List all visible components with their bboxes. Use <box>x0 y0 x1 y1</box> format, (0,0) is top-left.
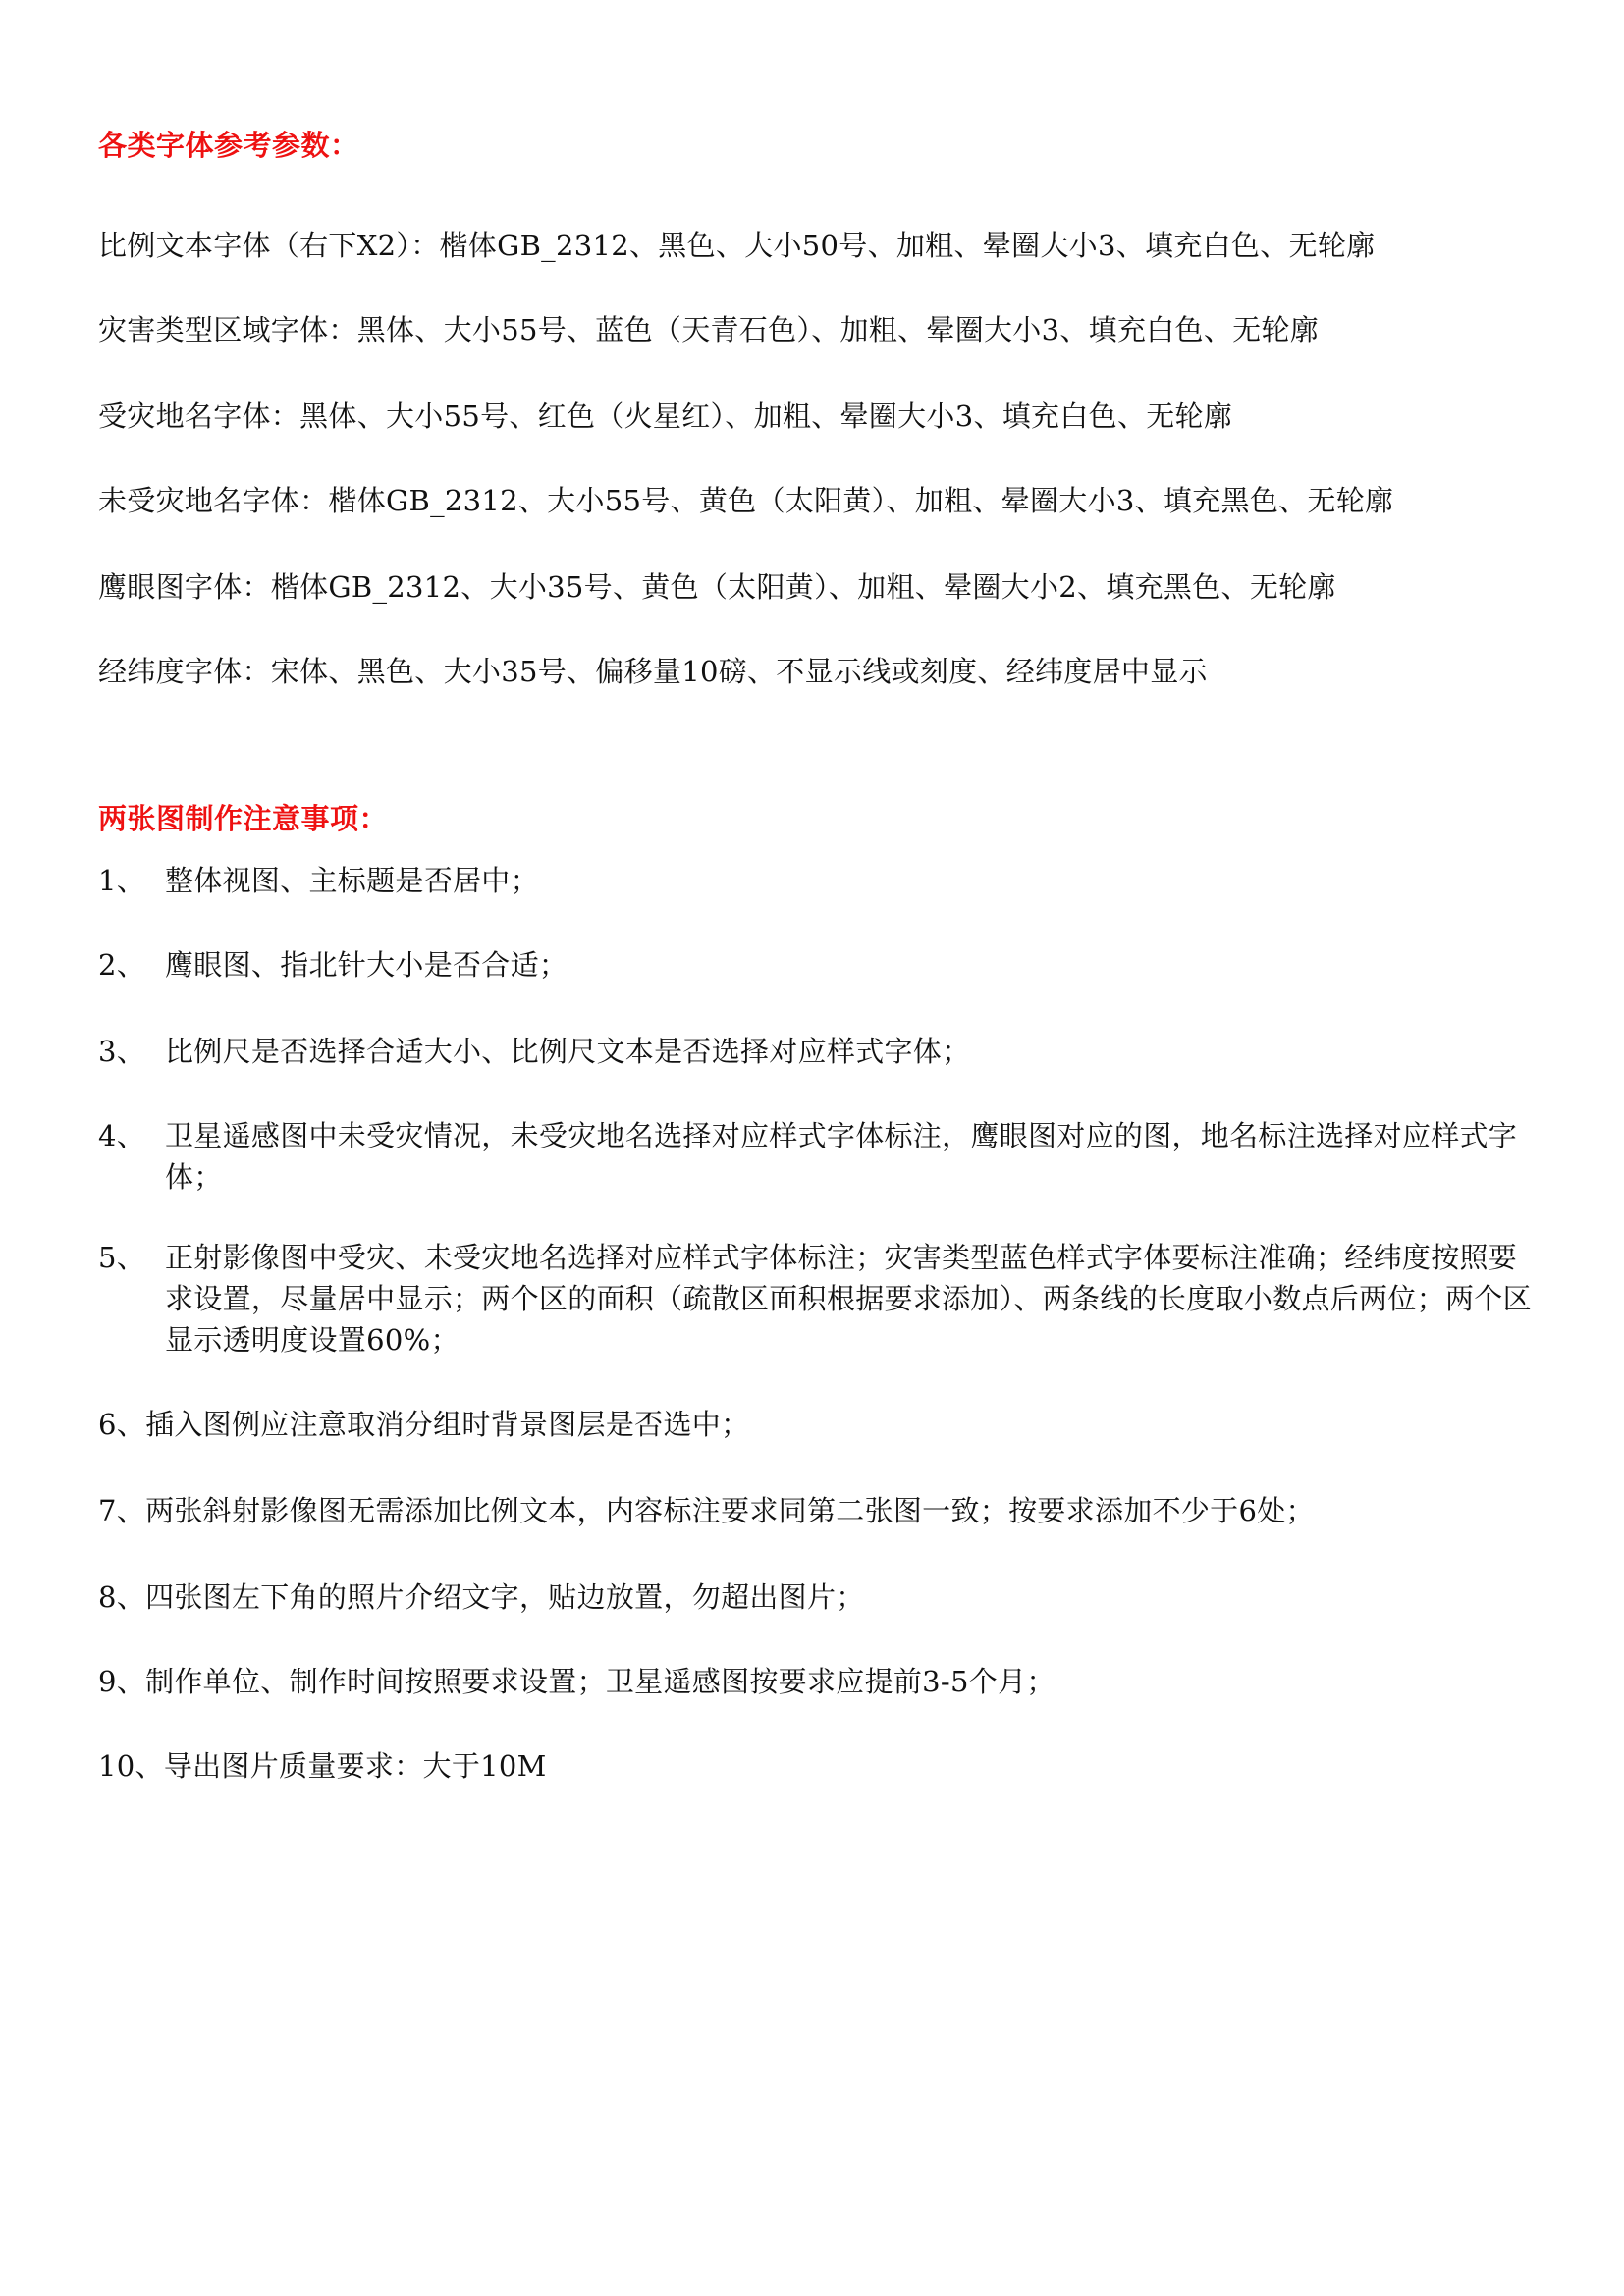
note-number: 10、 <box>98 1749 164 1783</box>
note-item <box>98 1576 1542 1618</box>
note-number: 8、 <box>98 1580 146 1614</box>
note-number: 6、 <box>98 1408 146 1441</box>
production-notes-heading: 两张图制作注意事项： <box>98 802 389 835</box>
note-item <box>98 1661 1542 1702</box>
spec-overview-map-font: 鹰眼图字体：楷体GB_2312、大小35号、黄色（太阳黄）、加粗、晕圈大小2、填充黑色、无轮廓 <box>98 570 1336 604</box>
note-item <box>98 1404 1542 1445</box>
note-text: 导出图片质量要求：大于10M <box>163 1749 547 1783</box>
note-item <box>98 1031 1542 1072</box>
note-item <box>98 860 1542 901</box>
spec-affected-place-font: 受灾地名字体：黑体、大小55号、红色（火星红）、加粗、晕圈大小3、填充白色、无轮廓 <box>98 400 1233 433</box>
note-text: 卫星遥感图中未受灾情况，未受灾地名选择对应样式字体标注，鹰眼图对应的图，地名标注选择对应样式字体； <box>165 1119 1518 1194</box>
note-text: 比例尺是否选择合适大小、比例尺文本是否选择对应样式字体； <box>165 1035 971 1068</box>
note-text: 正射影像图中受灾、未受灾地名选择对应样式字体标注；灾害类型蓝色样式字体要标注准确；经纬度按照要求设置，尽量居中显示；两个区的面积（疏散区面积根据要求添加）、两条线的长度取小数点后两位；两个区显示透明度设置60%； <box>165 1241 1532 1357</box>
note-number: 9、 <box>98 1665 146 1698</box>
note-text: 鹰眼图、指北针大小是否合适； <box>165 948 568 982</box>
note-number: 4、 <box>98 1119 146 1152</box>
note-text: 两张斜射影像图无需添加比例文本，内容标注要求同第二张图一致；按要求添加不少于6处； <box>145 1494 1315 1527</box>
spec-scale-text-font: 比例文本字体（右下X2）：楷体GB_2312、黑色、大小50号、加粗、晕圈大小3、填充白色、无轮廓 <box>98 229 1376 262</box>
note-text: 整体视图、主标题是否居中； <box>165 864 539 897</box>
note-text: 四张图左下角的照片介绍文字，贴边放置，勿超出图片； <box>145 1580 865 1614</box>
spec-disaster-type-font: 灾害类型区域字体：黑体、大小55号、蓝色（天青石色）、加粗、晕圈大小3、填充白色、无轮廓 <box>98 313 1320 347</box>
note-text: 插入图例应注意取消分组时背景图层是否选中； <box>145 1408 750 1441</box>
font-parameters-heading: 各类字体参考参数： <box>98 129 359 162</box>
note-item <box>98 1115 1542 1198</box>
note-number: 1、 <box>98 864 146 897</box>
note-number: 5、 <box>98 1241 146 1274</box>
spec-lat-long-font: 经纬度字体：宋体、黑色、大小35号、偏移量10磅、不显示线或刻度、经纬度居中显示 <box>98 655 1208 688</box>
note-item <box>98 1490 1542 1531</box>
note-number: 3、 <box>98 1035 146 1068</box>
note-number: 7、 <box>98 1494 146 1527</box>
note-item <box>98 1745 1542 1787</box>
note-text: 制作单位、制作时间按照要求设置；卫星遥感图按要求应提前3-5个月； <box>145 1665 1056 1698</box>
note-number: 2、 <box>98 948 146 982</box>
note-item <box>98 944 1542 986</box>
note-item <box>98 1237 1542 1361</box>
spec-unaffected-place-font: 未受灾地名字体：楷体GB_2312、大小55号、黄色（太阳黄）、加粗、晕圈大小3、填充黑色、无轮廓 <box>98 484 1394 517</box>
